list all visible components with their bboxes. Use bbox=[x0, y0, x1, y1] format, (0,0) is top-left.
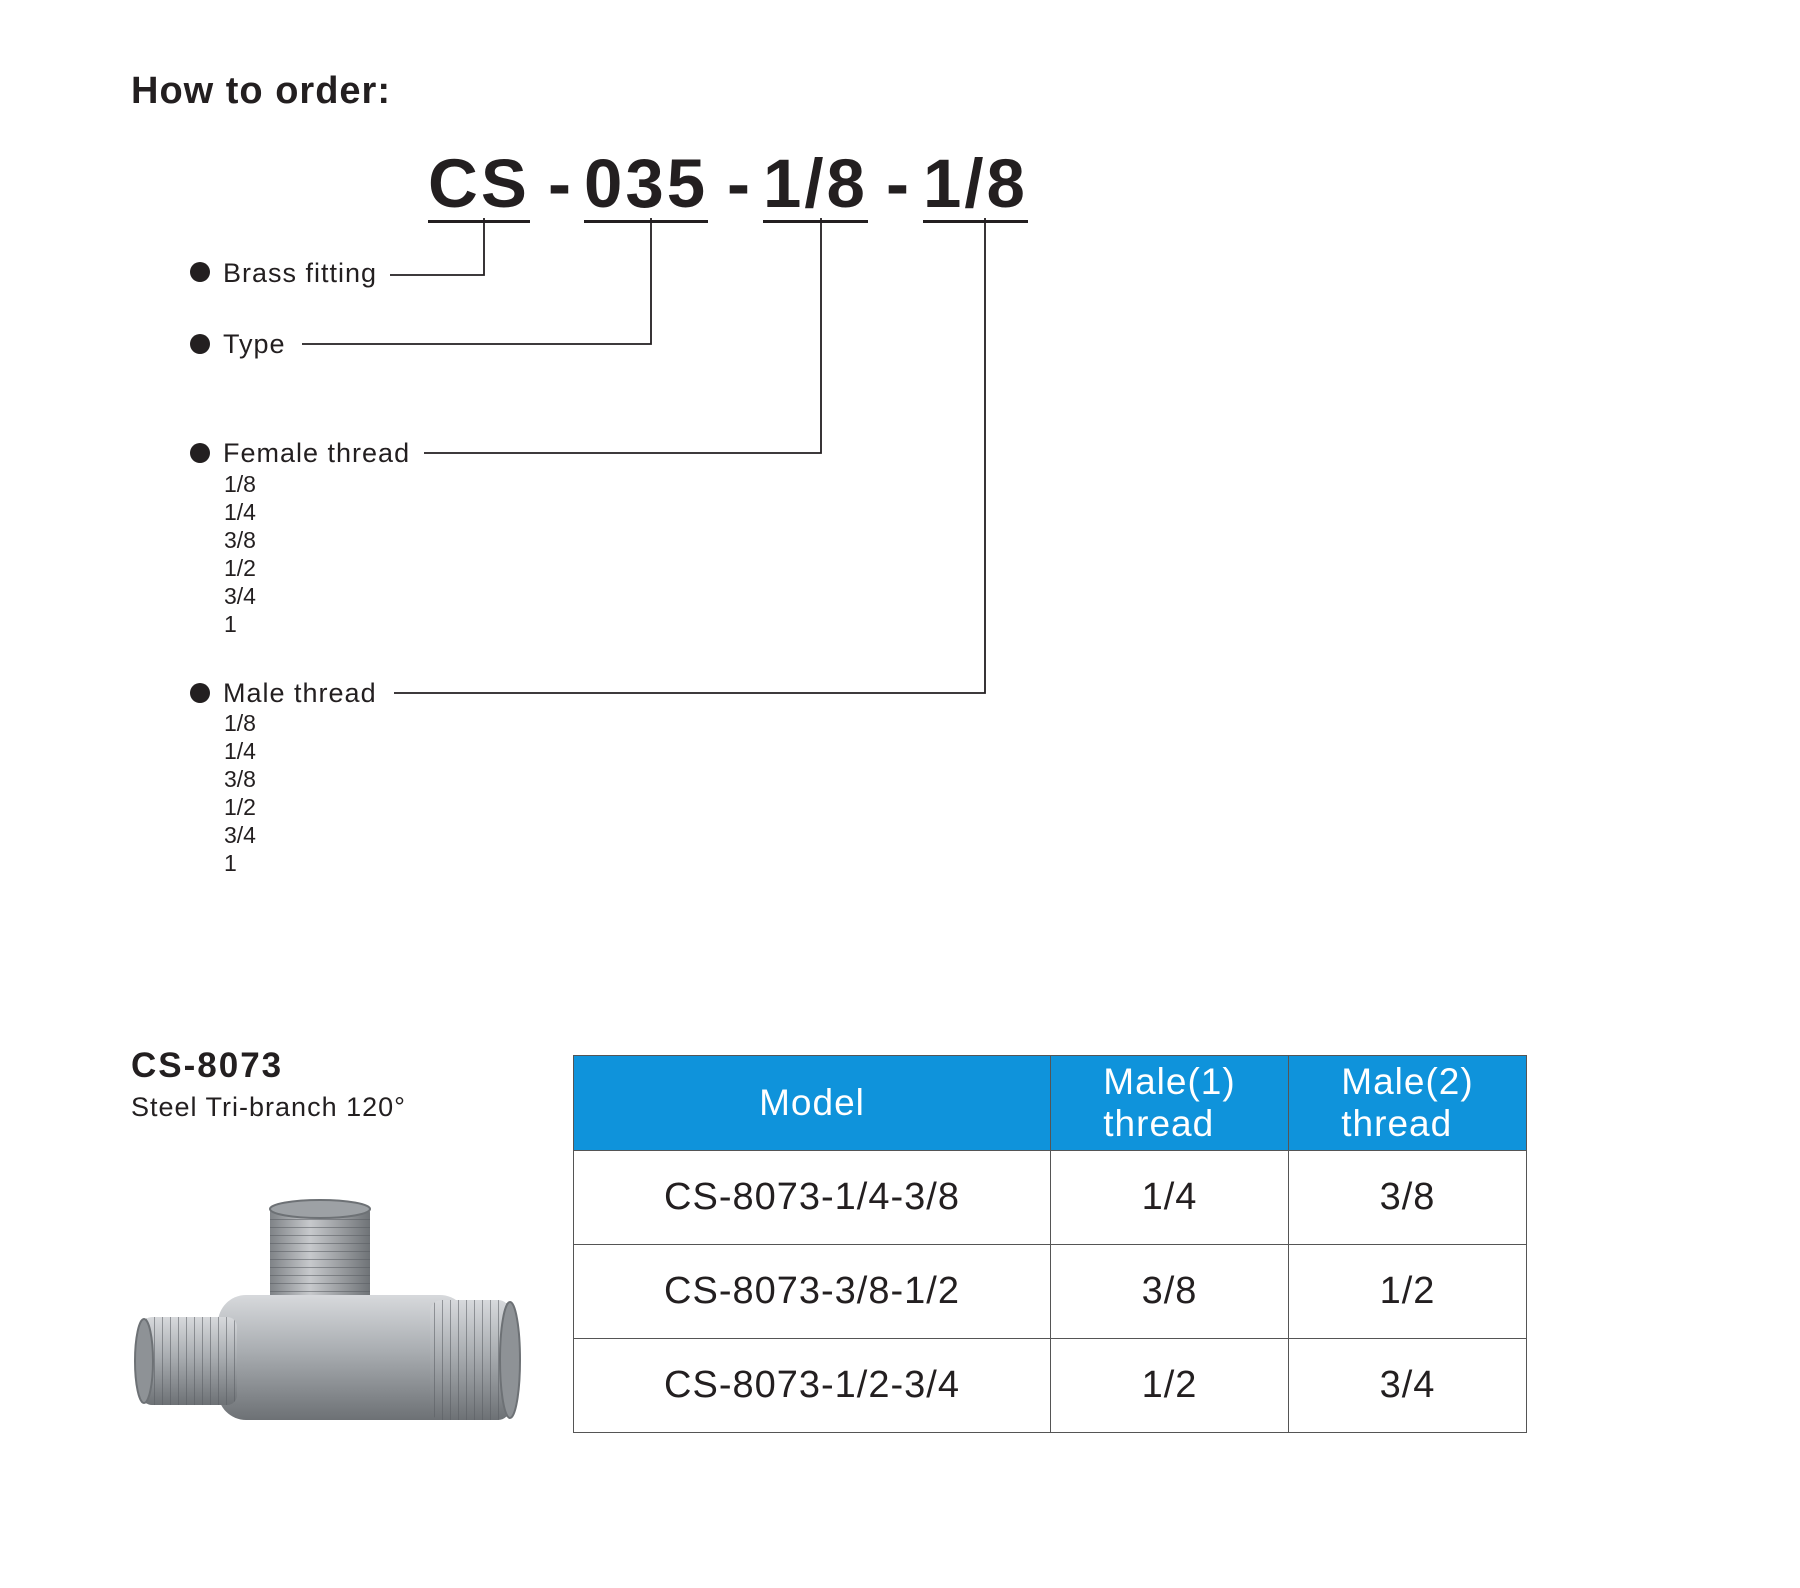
header-male1-line1: Male(1) bbox=[1103, 1061, 1236, 1102]
male-thread-option: 3/4 bbox=[224, 822, 256, 848]
male-thread-option: 3/8 bbox=[224, 766, 256, 792]
order-code-male-thread: 1/8 bbox=[923, 145, 1028, 222]
product-description: Steel Tri-branch 120° bbox=[131, 1092, 406, 1122]
order-code-female-thread: 1/8 bbox=[763, 145, 868, 222]
male-thread-option: 1/2 bbox=[224, 794, 256, 820]
cell-male2: 3/8 bbox=[1289, 1151, 1527, 1245]
male-thread-option: 1 bbox=[224, 850, 237, 876]
product-code: CS-8073 bbox=[131, 1046, 284, 1085]
cell-model: CS-8073-3/8-1/2 bbox=[574, 1245, 1051, 1339]
header-male1-line2: thread bbox=[1103, 1103, 1215, 1144]
female-thread-option: 3/8 bbox=[224, 527, 256, 553]
header-model-label: Model bbox=[759, 1082, 865, 1123]
table-row bbox=[574, 1245, 1527, 1339]
male-thread-option: 1/8 bbox=[224, 710, 256, 736]
female-thread-option: 1/4 bbox=[224, 499, 256, 525]
order-code-separator: - bbox=[886, 145, 909, 222]
female-thread-option: 1 bbox=[224, 611, 237, 637]
header-model bbox=[574, 1056, 1051, 1151]
cell-model: CS-8073-1/2-3/4 bbox=[574, 1339, 1051, 1433]
order-code-series: CS bbox=[428, 145, 530, 222]
bullet-icon bbox=[190, 262, 210, 282]
header-male1-thread bbox=[1051, 1056, 1289, 1151]
cell-male2: 3/4 bbox=[1289, 1339, 1527, 1433]
order-code-separator: - bbox=[548, 145, 571, 222]
legend-brass-fitting: Brass fitting bbox=[223, 258, 378, 288]
page-title: How to order: bbox=[131, 70, 391, 112]
bullet-icon bbox=[190, 683, 210, 703]
table-row bbox=[574, 1339, 1527, 1433]
female-thread-option: 1/8 bbox=[224, 471, 256, 497]
table-header-row bbox=[574, 1056, 1527, 1151]
cell-male1: 1/4 bbox=[1051, 1151, 1289, 1245]
male-thread-option: 1/4 bbox=[224, 738, 256, 764]
bullet-icon bbox=[190, 334, 210, 354]
legend-female-thread: Female thread bbox=[223, 438, 411, 468]
order-code-type: 035 bbox=[584, 145, 709, 222]
cell-male1: 1/2 bbox=[1051, 1339, 1289, 1433]
cell-male2: 1/2 bbox=[1289, 1245, 1527, 1339]
table-row bbox=[574, 1151, 1527, 1245]
cell-male1: 3/8 bbox=[1051, 1245, 1289, 1339]
header-male2-line1: Male(2) bbox=[1341, 1061, 1474, 1102]
legend-type: Type bbox=[223, 329, 286, 359]
steel-tee-fitting-icon bbox=[130, 1195, 525, 1455]
order-code-separator: - bbox=[727, 145, 750, 222]
header-male2-thread bbox=[1289, 1056, 1527, 1151]
bullet-icon bbox=[190, 443, 210, 463]
header-male2-line2: thread bbox=[1341, 1103, 1453, 1144]
female-thread-option: 1/2 bbox=[224, 555, 256, 581]
female-thread-option: 3/4 bbox=[224, 583, 256, 609]
spec-table bbox=[573, 1055, 1527, 1433]
legend-male-thread: Male thread bbox=[223, 678, 377, 708]
cell-model: CS-8073-1/4-3/8 bbox=[574, 1151, 1051, 1245]
